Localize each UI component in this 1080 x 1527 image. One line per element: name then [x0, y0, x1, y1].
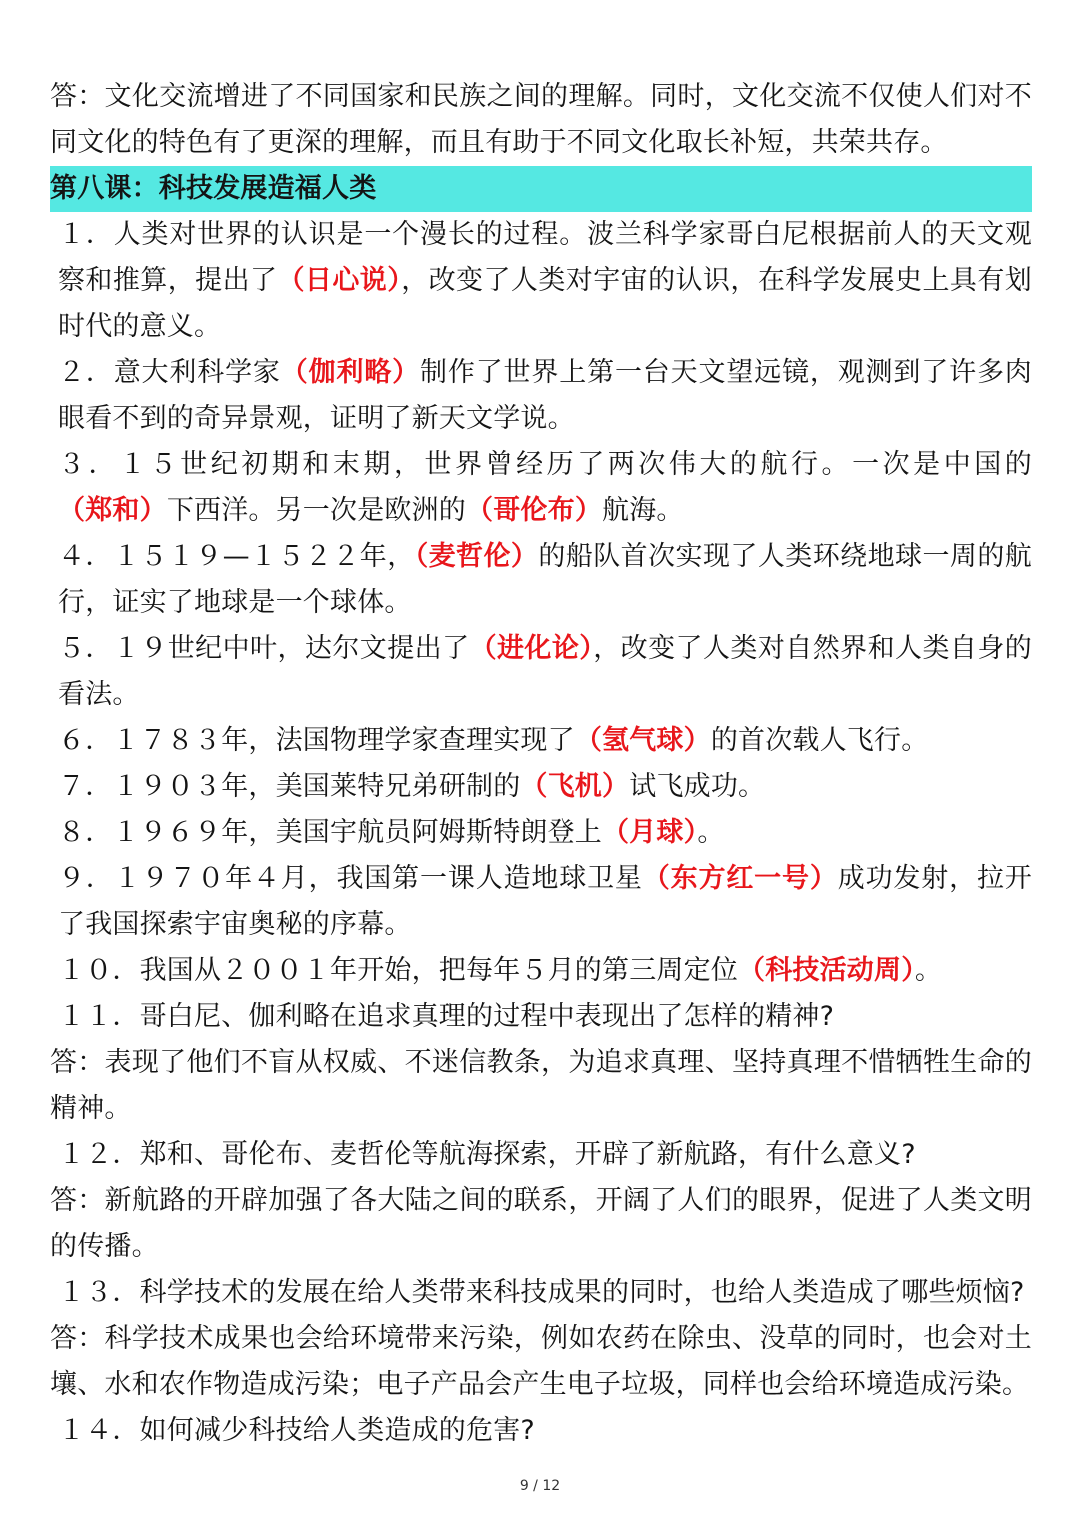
item-text: １．人类对世界的认识是一个漫长的过程。波兰科学家哥白尼根据前人的天文观察和推算，提出了: [58, 219, 1032, 296]
answer-highlight: （麦哲伦）: [414, 541, 539, 572]
item-text: ３．１５世纪初期和末期，世界曾经历了两次伟大的航行。一次是中国的: [58, 449, 1032, 480]
list-item-2: [50, 350, 1032, 442]
item-text: 成功发射，拉开了我国探索宇宙奥秘的序幕。: [58, 863, 1032, 940]
item-text: 。: [914, 955, 943, 986]
item-text: 航海。: [602, 495, 684, 526]
list-item-9: [50, 856, 1032, 948]
list-item-5: [50, 626, 1032, 718]
answer-highlight: （进化论）: [469, 633, 594, 664]
answer-12: 答：新航路的开辟加强了各大陆之间的联系，开阔了人们的眼界，促进了人类文明的传播。: [50, 1185, 1032, 1262]
item-text: ７．１９０３年，美国莱特兄弟研制的: [58, 771, 521, 802]
answer-highlight: （哥伦布）: [466, 495, 603, 526]
question-12: １２．郑和、哥伦布、麦哲伦等航海探索，开辟了新航路，有什么意义?: [58, 1139, 916, 1170]
question-11: １１．哥白尼、伽利略在追求真理的过程中表现出了怎样的精神?: [58, 1001, 835, 1032]
item-text: ２．意大利科学家: [58, 357, 281, 388]
list-item-3: [50, 442, 1032, 534]
item-text: 制作了世界上第一台天文望远镜，观测到了许多肉眼看不到的奇异景观，证明了新天文学说。: [58, 357, 1032, 434]
page-number: 9 / 12: [519, 1478, 561, 1494]
item-text: 的首次载人飞行。: [710, 725, 929, 756]
answer-highlight: （郑和）: [58, 495, 167, 526]
answer-highlight: （氢气球）: [574, 725, 711, 756]
answer-highlight: （飞机）: [520, 771, 630, 802]
document-content: [50, 74, 1032, 1454]
list-item-6: [50, 718, 1032, 764]
list-item-7: [50, 764, 1032, 810]
list-item-1: [50, 212, 1032, 350]
item-text: １０．我国从２００１年开始，把每年５月的第三周定位: [58, 955, 738, 986]
item-text: 的船队首次实现了人类环绕地球一周的航行，证实了地球是一个球体。: [58, 541, 1032, 618]
answer-highlight: （日心说）: [277, 265, 402, 296]
item-text: ５．１９世纪中叶，达尔文提出了: [58, 633, 470, 664]
item-text: 下西洋。另一次是欧洲的: [166, 495, 467, 526]
item-text: ８．１９６９年，美国宇航员阿姆斯特朗登上: [58, 817, 602, 848]
item-text: ６．１７８３年，法国物理学家查理实现了: [58, 725, 575, 756]
answer-13: 答：科学技术成果也会给环境带来污染，例如农药在除虫、没草的同时，也会对土壤、水和农作物造成污染；电子产品会产生电子垃圾，同样也会给环境造成污染。: [50, 1323, 1032, 1400]
answer-11: 答：表现了他们不盲从权威、不迷信教条，为追求真理、坚持真理不惜牺牲生命的精神。: [50, 1047, 1032, 1124]
item-text: ９．１９７０年４月，我国第一课人造地球卫星: [58, 863, 643, 894]
lesson-heading: 第八课：科技发展造福人类: [50, 166, 1032, 212]
list-item-8: [50, 810, 1032, 856]
item-text: ，改变了人类对自然界和人类自身的看法。: [58, 633, 1033, 710]
item-text: ，改变了人类对宇宙的认识，在科学发展史上具有划时代的意义。: [58, 265, 1032, 342]
list-item-4: [50, 534, 1032, 626]
answer-highlight: （伽利略）: [280, 357, 421, 388]
question-13: １３．科学技术的发展在给人类带来科技成果的同时，也给人类造成了哪些烦恼?: [58, 1277, 1025, 1308]
answer-highlight: （月球）: [602, 817, 698, 848]
intro-answer: 答：文化交流增进了不同国家和民族之间的理解。同时，文化交流不仅使人们对不同文化的特色有了更深的理解，而且有助于不同文化取长补短，共荣共存。: [50, 81, 1032, 158]
item-text: ４．１５１９—１５２２年，: [58, 541, 415, 572]
answer-highlight: （东方红一号）: [642, 863, 838, 894]
list-item-10: [50, 948, 1032, 994]
item-text: 。: [697, 817, 725, 848]
question-14: １４．如何减少科技给人类造成的危害?: [58, 1415, 535, 1446]
item-text: 试飞成功。: [629, 771, 766, 802]
answer-highlight: （科技活动周）: [738, 955, 915, 986]
